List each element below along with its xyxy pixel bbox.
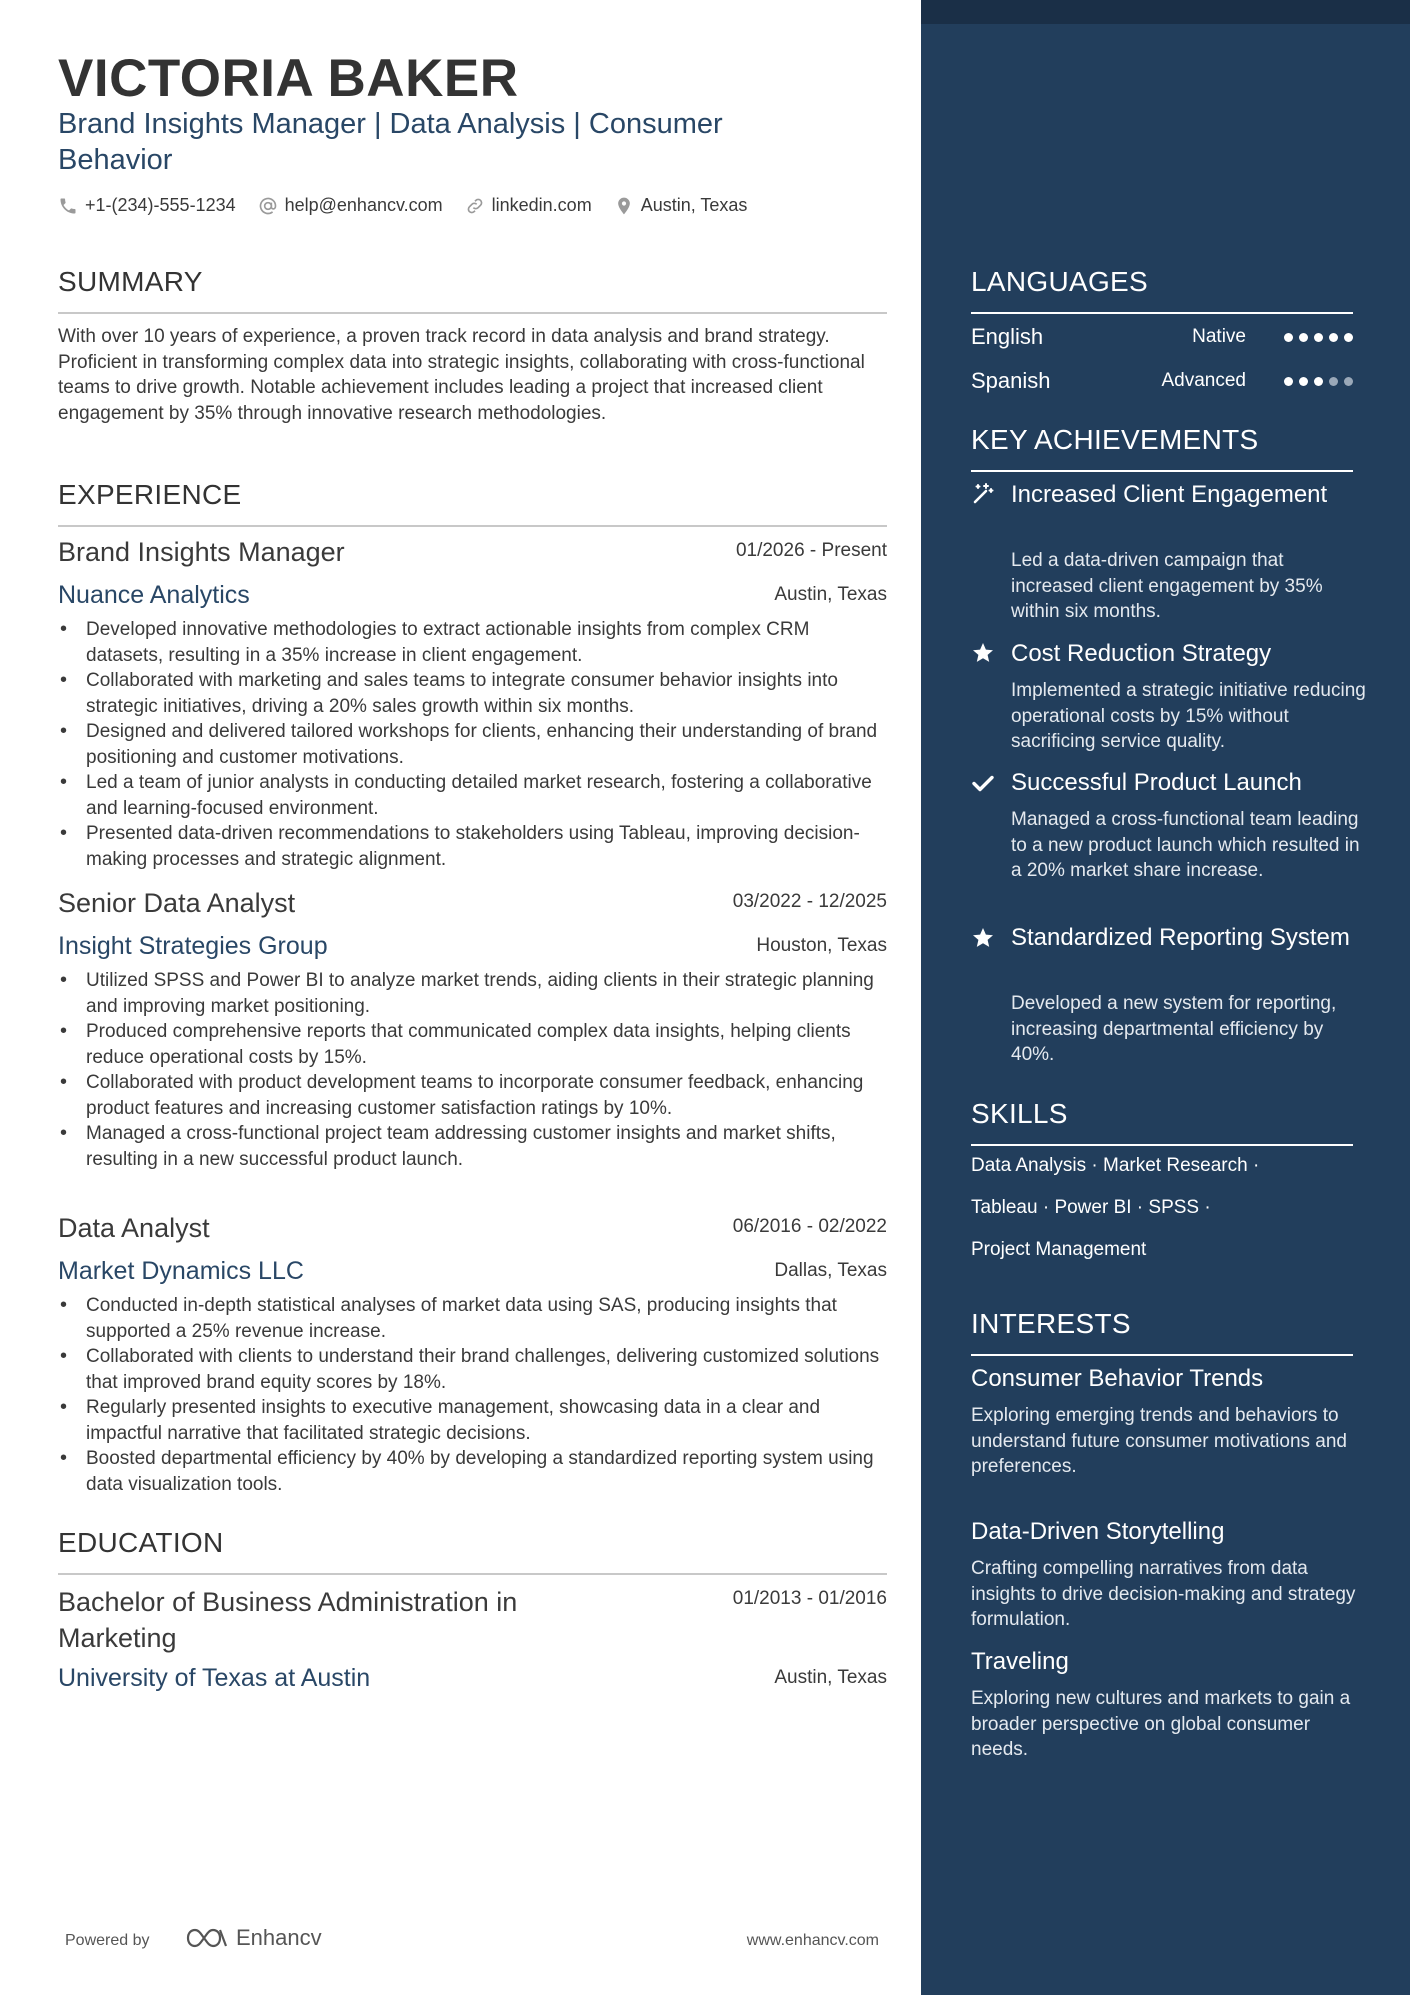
achievement-description: Implemented a strategic initiative reducing operational costs by 15% without sacrificing service quality.: [1011, 680, 1366, 752]
list-item: • Developed innovative methodologies to extract actionable insights from complex CRM datasets, resulting in a 35% increase in client engagement.: [58, 617, 887, 668]
achievement-title: Cost Reduction Strategy: [1011, 640, 1272, 667]
list-item: • Collaborated with clients to understand their brand challenges, delivering customized solutions that improved brand equity scores by 18%.: [58, 1344, 887, 1395]
job-company: Nuance Analytics: [58, 581, 250, 609]
star-icon: [971, 926, 995, 950]
education-school: University of Texas at Austin: [58, 1664, 371, 1692]
checkmark-icon: [971, 771, 995, 795]
achievement-description: Led a data-driven campaign that increased client engagement by 35% within six months.: [1011, 550, 1323, 622]
rating-dot: [1299, 333, 1308, 342]
phone-text: +1-(234)-555-1234: [85, 195, 236, 215]
linkedin-text: linkedin.com: [491, 195, 592, 215]
job-company: Insight Strategies Group: [58, 932, 328, 960]
languages-divider: [971, 312, 1353, 314]
skills-line: Data Analysis · Market Research ·: [971, 1155, 1260, 1176]
job-location: Dallas, Texas: [774, 1260, 887, 1281]
star-icon: [971, 641, 995, 665]
language-level: Advanced: [1161, 370, 1246, 391]
achievement-description: Developed a new system for reporting, increasing departmental efficiency by 40%.: [1011, 993, 1337, 1065]
list-item: • Collaborated with product development teams to incorporate consumer feedback, enhancing product features and increasing customer satisfaction ratings by 10%.: [58, 1070, 887, 1121]
link-icon: [465, 196, 485, 216]
language-row-spanish: [971, 366, 1353, 396]
email-text: help@enhancv.com: [284, 195, 443, 215]
education-heading: EDUCATION: [58, 1527, 224, 1558]
job-dates: 01/2026 - Present: [735, 540, 887, 561]
language-name: English: [971, 324, 1044, 349]
rating-dot: [1329, 333, 1338, 342]
skills-heading: SKILLS: [971, 1098, 1068, 1129]
language-row-english: [971, 322, 1353, 352]
list-item: • Produced comprehensive reports that communicated complex data insights, helping clients reduce operational costs by 15%.: [58, 1019, 887, 1070]
sidebar-top-band: [921, 0, 1410, 24]
enhancv-logo-text: Enhancv: [236, 1925, 322, 1950]
skills-line: Project Management: [971, 1239, 1147, 1260]
achievement-description: Managed a cross-functional team leading to a new product launch which resulted in a 20% market share increase.: [1011, 809, 1360, 881]
list-item: • Conducted in-depth statistical analyses of market data using SAS, producing insights that supported a 25% revenue increase.: [58, 1293, 887, 1344]
rating-dot: [1344, 333, 1353, 342]
enhancv-logo[interactable]: [184, 1925, 322, 1951]
experience-heading: EXPERIENCE: [58, 479, 242, 510]
rating-dot: [1329, 377, 1338, 386]
rating-dot: [1344, 377, 1353, 386]
location-text: Austin, Texas: [640, 195, 748, 215]
job-bullets: [58, 1293, 887, 1497]
job-title: Senior Data Analyst: [58, 888, 296, 918]
footer-url[interactable]: www.enhancv.com: [746, 1932, 879, 1949]
language-rating: [1278, 333, 1353, 342]
summary-divider: [58, 312, 887, 314]
contact-phone[interactable]: [58, 195, 236, 216]
rating-dot: [1284, 377, 1293, 386]
candidate-tagline: Brand Insights Manager | Data Analysis | Consumer Behavior: [58, 108, 723, 176]
language-name: Spanish: [971, 368, 1051, 393]
achievements-divider: [971, 470, 1353, 472]
education-location: Austin, Texas: [774, 1667, 887, 1688]
enhancv-logo-icon: [184, 1926, 230, 1950]
achievement-title: Increased Client Engagement: [1011, 481, 1328, 508]
contact-location: [614, 195, 748, 216]
rating-dot: [1314, 333, 1323, 342]
interest-description: Exploring new cultures and markets to gain a broader perspective on global consumer needs.: [971, 1688, 1351, 1760]
interest-description: Exploring emerging trends and behaviors to understand future consumer motivations and preferences.: [971, 1405, 1347, 1477]
job-company: Market Dynamics LLC: [58, 1257, 304, 1285]
list-item: • Collaborated with marketing and sales teams to integrate consumer behavior insights into strategic initiatives, driving a 20% sales growth within six months.: [58, 668, 887, 719]
list-item: • Regularly presented insights to executive management, showcasing data in a clear and impactful narrative that facilitated strategic decisions.: [58, 1395, 887, 1446]
footer-powered-by: Powered by: [65, 1932, 150, 1949]
rating-dot: [1284, 333, 1293, 342]
list-item: • Utilized SPSS and Power BI to analyze market trends, aiding clients in their strategic planning and improving market positioning.: [58, 968, 887, 1019]
rating-dot: [1314, 377, 1323, 386]
job-bullets: [58, 968, 887, 1172]
experience-divider: [58, 525, 887, 527]
achievement-title: Successful Product Launch: [1011, 769, 1302, 796]
skills-divider: [971, 1144, 1353, 1146]
list-item: • Led a team of junior analysts in conducting detailed market research, fostering a collaborative and learning-focused environment.: [58, 770, 887, 821]
summary-heading: SUMMARY: [58, 266, 203, 297]
location-pin-icon: [614, 196, 634, 216]
job-title: Brand Insights Manager: [58, 537, 345, 567]
interests-divider: [971, 1354, 1353, 1356]
candidate-name: VICTORIA BAKER: [58, 49, 519, 108]
magic-wand-icon: [971, 482, 995, 506]
education-dates: 01/2013 - 01/2016: [732, 1588, 887, 1609]
phone-icon: [58, 196, 78, 216]
job-bullets: [58, 617, 887, 872]
sidebar: [921, 0, 1410, 1995]
skills-list: [971, 1153, 1351, 1279]
language-rating: [1278, 377, 1353, 386]
contact-linkedin[interactable]: [465, 195, 592, 216]
list-item: • Boosted departmental efficiency by 40% by developing a standardized reporting system using data visualization tools.: [58, 1446, 887, 1497]
interest-title: Consumer Behavior Trends: [971, 1365, 1264, 1392]
contact-email[interactable]: [258, 195, 443, 216]
languages-heading: LANGUAGES: [971, 266, 1148, 297]
interest-description: Crafting compelling narratives from data insights to drive decision-making and strategy formulation.: [971, 1558, 1356, 1630]
job-dates: 06/2016 - 02/2022: [732, 1216, 887, 1237]
education-divider: [58, 1573, 887, 1575]
achievements-heading: KEY ACHIEVEMENTS: [971, 424, 1259, 455]
interests-heading: INTERESTS: [971, 1308, 1131, 1339]
job-title: Data Analyst: [58, 1213, 210, 1243]
summary-text: With over 10 years of experience, a proven track record in data analysis and brand strategy. Proficient in transforming complex data into strategic insights, collaborating with cross-functional teams to drive growth. Notable achievement includes leading a project that increased client engagement by 35% through innovative research methodologies.: [58, 326, 865, 424]
interest-title: Traveling: [971, 1648, 1069, 1675]
job-location: Houston, Texas: [756, 935, 887, 956]
list-item: • Presented data-driven recommendations to stakeholders using Tableau, improving decision-making processes and strategic alignment.: [58, 821, 887, 872]
rating-dot: [1299, 377, 1308, 386]
achievement-title: Standardized Reporting System: [1011, 924, 1350, 951]
education-degree: Bachelor of Business Administration in Marketing: [58, 1587, 518, 1653]
list-item: • Managed a cross-functional project team addressing customer insights and market shifts, resulting in a new successful product launch.: [58, 1121, 887, 1172]
at-sign-icon: [258, 196, 278, 216]
interest-title: Data-Driven Storytelling: [971, 1518, 1225, 1545]
job-dates: 03/2022 - 12/2025: [732, 891, 887, 912]
language-level: Native: [1192, 326, 1246, 347]
skills-line: Tableau · Power BI · SPSS ·: [971, 1197, 1211, 1218]
list-item: • Designed and delivered tailored workshops for clients, enhancing their understanding of brand positioning and customer motivations.: [58, 719, 887, 770]
job-location: Austin, Texas: [774, 584, 887, 605]
contact-bar: [58, 195, 769, 216]
